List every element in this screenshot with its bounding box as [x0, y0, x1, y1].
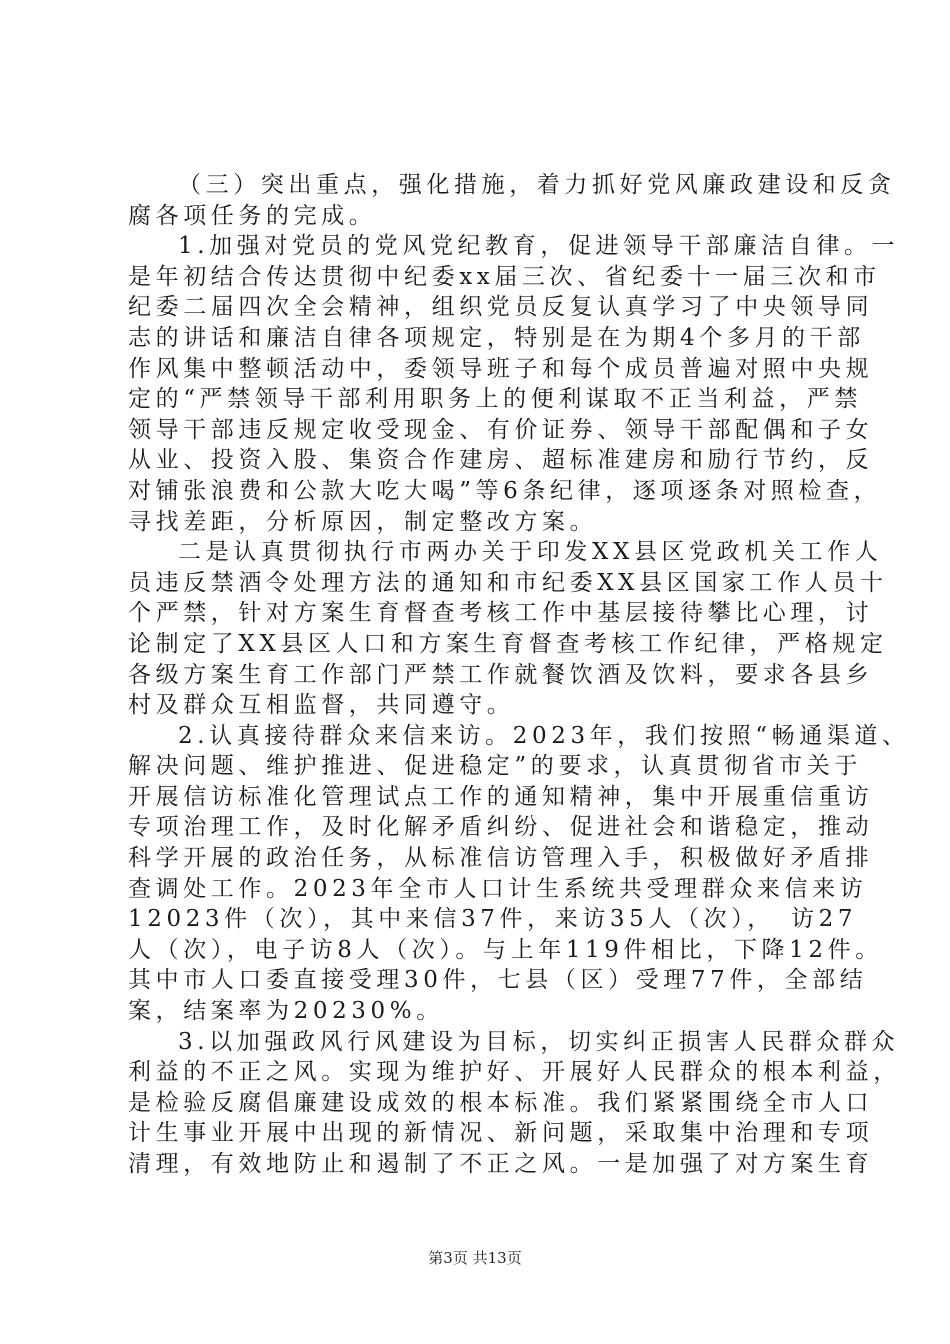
text-line: 定的“严禁领导干部利用职务上的便利谋取不正当利益，严禁	[128, 386, 862, 413]
text-line: 村及群众互相监督，共同遵守。	[128, 692, 515, 719]
text-line: 寻找差距，分析原因，制定整改方案。	[128, 508, 598, 535]
text-line: 清理，有效地防止和遏制了不正之风。一是加强了对方案生育	[128, 1151, 874, 1177]
text-line: 各级方案生育工作部门严禁工作就餐饮酒及饮料，要求各县乡	[128, 661, 874, 688]
text-line: 论制定了XX县区人口和方案生育督查考核工作纪律，严格规定	[128, 630, 888, 657]
text-line: 是年初结合传达贯彻中纪委xx届三次、省纪委十一届三次和市	[128, 263, 881, 290]
text-line: 员违反禁酒令处理方法的通知和市纪委XX县区国家工作人员十	[128, 569, 888, 596]
text-line: 是检验反腐倡廉建设成效的根本标准。我们紧紧围绕全市人口	[128, 1089, 874, 1116]
text-line: 查调处工作。2023年全市人口计生系统共受理群众来信来访	[128, 875, 868, 902]
text-line: 3.以加强政风行风建设为目标，切实纠正损害人民群众群众	[178, 1028, 900, 1055]
text-line: 从业、投资入股、集资合作建房、超标准建房和励行节约，反	[128, 447, 874, 474]
document-body	[128, 170, 910, 1180]
text-line: 1.加强对党员的党风党纪教育，促进领导干部廉洁自律。一	[178, 233, 900, 260]
text-line: 纪委二届四次全会精神，组织党员反复认真学习了中央领导同	[128, 294, 874, 321]
text-line: 其中市人口委直接受理30件，七县（区）受理77件，全部结	[128, 967, 868, 994]
text-line: 2.认真接待群众来信来访。2023年，我们按照“畅通渠道、	[178, 722, 910, 749]
text-line: 志的讲话和廉洁自律各项规定，特别是在为期4个多月的干部	[128, 324, 865, 351]
text-line: 开展信访标准化管理试点工作的通知精神，集中开展重信重访	[128, 783, 874, 810]
text-line: 个严禁，针对方案生育督查考核工作中基层接待攀比心理，讨	[128, 600, 874, 627]
text-line: 对铺张浪费和公款大吃大喝”等6条纪律，逐项逐条对照检查，	[128, 477, 882, 504]
text-line: 腐各项任务的完成。	[128, 202, 377, 229]
text-line: 12023件（次），其中来信37件，来访35人（次）， 访27	[128, 906, 858, 933]
text-line: 利益的不正之风。实现为维护好、开展好人民群众的根本利益，	[128, 1059, 901, 1086]
text-line: 案，结案率为20230%。	[128, 998, 444, 1025]
text-line: （三）突出重点，强化措施，着力抓好党风廉政建设和反贪	[178, 172, 896, 198]
text-line: 领导干部违反规定收受现金、有价证券、领导干部配偶和子女	[128, 416, 874, 443]
page-footer: 第3页 共13页	[428, 1249, 522, 1267]
text-line: 专项治理工作，及时化解矛盾纠纷、促进社会和谐稳定，推动	[128, 814, 874, 841]
text-line: 二是认真贯彻执行市两办关于印发XX县区党政机关工作人	[178, 539, 883, 566]
text-line: 作风集中整顿活动中，委领导班子和每个成员普遍对照中央规	[128, 355, 874, 382]
text-line: 人（次），电子访8人（次）。与上年119件相比，下降12件。	[128, 936, 883, 963]
text-line: 计生事业开展中出现的新情况、新问题，采取集中治理和专项	[128, 1120, 874, 1147]
text-line: 科学开展的政治任务，从标准信访管理入手，积极做好矛盾排	[128, 845, 874, 872]
text-line: 解决问题、维护推进、促进稳定”的要求，认真贯彻省市关于	[128, 753, 862, 780]
